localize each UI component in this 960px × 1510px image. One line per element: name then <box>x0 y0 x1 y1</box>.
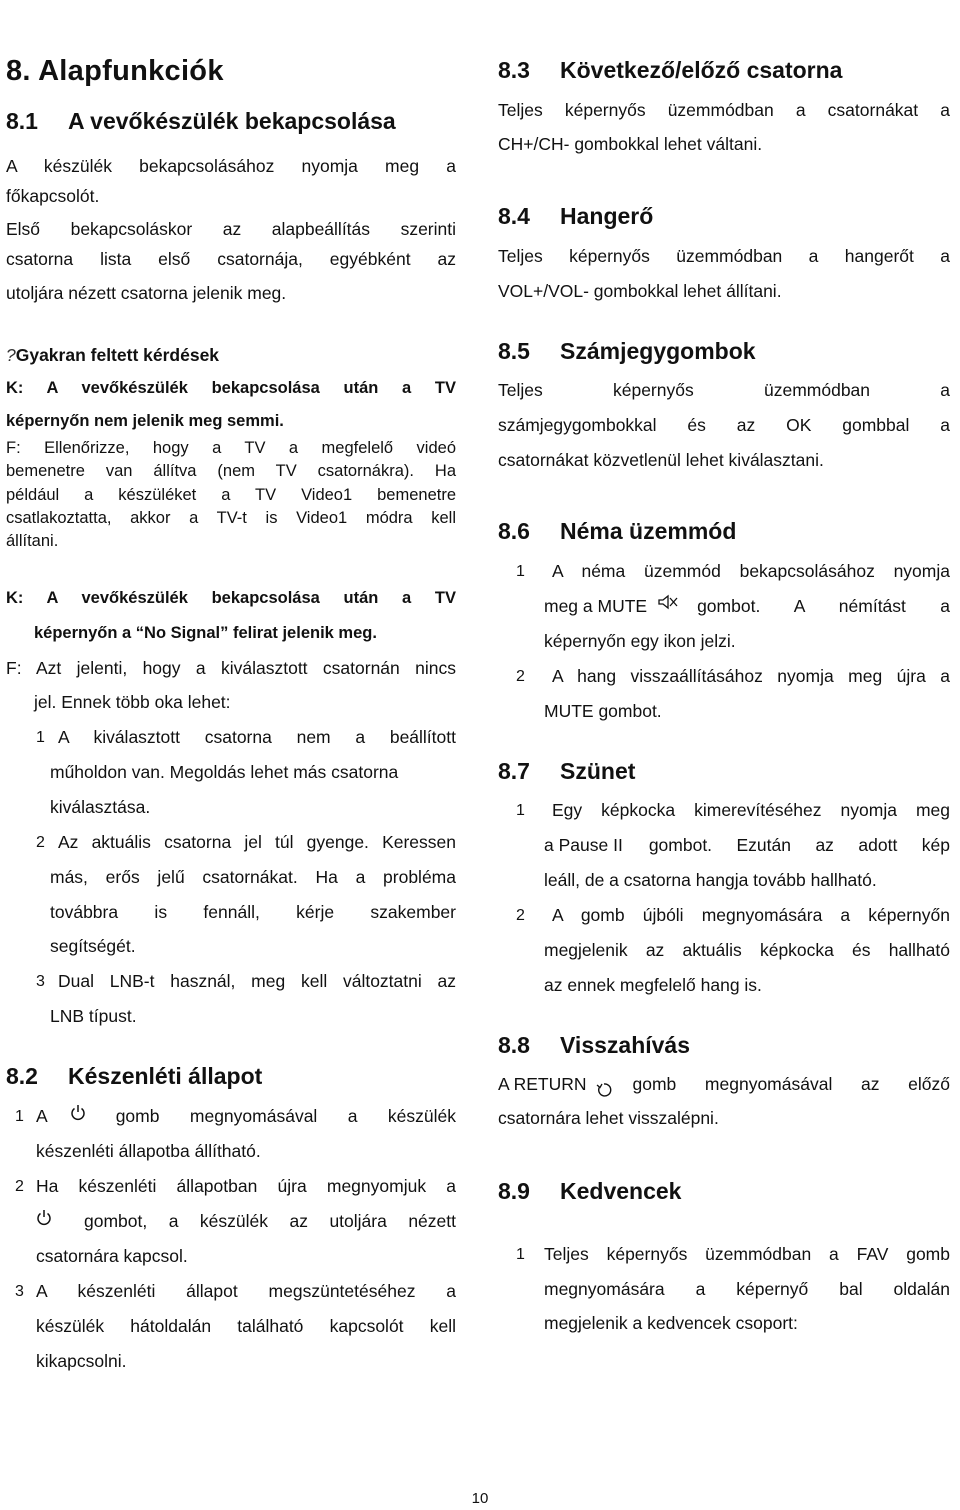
list-item <box>516 793 950 828</box>
faq-answer-line: például a készüléket a TV Video1 bemenetre <box>6 486 456 504</box>
list-marker: 1 <box>36 729 45 746</box>
list-item-line: A kiválasztott csatorna nem a beállított <box>58 727 456 747</box>
list-item-text: gombot. Ezután az adott kép <box>648 835 950 855</box>
list-item-text: meg a MUTE <box>544 596 648 616</box>
faq-answer-line: F: Ellenőrizze, hogy a TV a megfelelő videó <box>6 439 456 457</box>
section-8-9-heading <box>498 1178 950 1205</box>
list-item-text: gombot. A némítást a <box>697 596 950 616</box>
s88-text: gomb megnyomásával az előző <box>632 1074 950 1094</box>
list-item <box>516 1237 950 1272</box>
list-marker: 1 <box>15 1108 24 1125</box>
question-icon: ? <box>6 345 16 365</box>
s81-line: Első bekapcsoláskor az alapbeállítás szerinti <box>6 219 456 239</box>
list-item-line: megjelenik az aktuális képkocka és hallható <box>544 940 950 960</box>
list-item <box>516 554 950 589</box>
list-item-line: LNB típust. <box>50 1006 137 1026</box>
s81-line: főkapcsolót. <box>6 186 100 206</box>
section-number: 8.2 <box>6 1063 38 1089</box>
section-8-6-heading <box>498 518 950 545</box>
s88-text: A RETURN <box>498 1074 587 1094</box>
list-marker: 2 <box>15 1178 24 1195</box>
list-item-line: A gomb újbóli megnyomására a képernyőn <box>552 905 950 925</box>
section-number: 8.1 <box>6 108 38 134</box>
faq-answer-line: csatlakoztatta, akkor a TV-t is Video1 módra kell <box>6 509 456 527</box>
s81-line: csatorna lista első csatornája, egyébként az <box>6 249 456 269</box>
section-title: Számjegygombok <box>560 338 756 364</box>
section-title: Készenléti állapot <box>68 1063 263 1089</box>
list-item-line: kiválasztása. <box>50 797 151 817</box>
page-number: 10 <box>471 1490 489 1507</box>
list-item <box>15 1169 456 1204</box>
s84-line: Teljes képernyős üzemmódban a hangerőt a <box>498 246 950 266</box>
list-item-line: Dual LNB-t használ, meg kell változtatni az <box>58 971 456 991</box>
s88-line: csatornára lehet visszalépni. <box>498 1108 719 1128</box>
s81-line: utoljára nézett csatorna jelenik meg. <box>6 283 287 303</box>
faq-answer-line: jel. Ennek több oka lehet: <box>34 692 231 712</box>
list-item-line: műholdon van. Megoldás lehet más csatorna <box>50 762 399 782</box>
faq-answer-line: állítani. <box>6 532 59 550</box>
list-item-line: MUTE gombot. <box>544 701 662 721</box>
list-marker: 3 <box>36 973 45 990</box>
list-item-line: készenléti állapotba állítható. <box>36 1141 261 1161</box>
power-icon <box>36 1204 52 1239</box>
list-item-line: segítségét. <box>50 936 136 956</box>
list-item-line: Ha készenléti állapotban újra megnyomjuk a <box>36 1176 456 1196</box>
section-title: Néma üzemmód <box>560 518 737 544</box>
list-item-line: A hang visszaállításához nyomja meg újra a <box>552 666 950 686</box>
s85-line: Teljes képernyős üzemmódban a <box>498 380 950 400</box>
power-icon <box>70 1099 86 1134</box>
faq-question: képernyőn a “No Signal” felirat jelenik meg. <box>34 624 377 642</box>
list-marker: 2 <box>516 668 525 685</box>
list-item-line: képernyőn egy ikon jelzi. <box>544 631 736 651</box>
s85-line: csatornákat közvetlenül lehet kiválasztani. <box>498 450 824 470</box>
section-title: A vevőkészülék bekapcsolása <box>68 108 396 134</box>
faq-question: képernyőn nem jelenik meg semmi. <box>6 412 284 430</box>
list-item-line: csatornára kapcsol. <box>36 1246 188 1266</box>
list-item <box>544 589 950 624</box>
section-title: Szünet <box>560 758 636 784</box>
section-8-7-heading <box>498 758 950 785</box>
section-8-2-heading <box>6 1063 456 1090</box>
section-8-4-heading <box>498 203 950 230</box>
section-title: Következő/előző csatorna <box>560 57 843 83</box>
list-item <box>516 659 950 694</box>
chapter-title: 8. Alapfunkciók <box>6 55 224 87</box>
list-marker: 1 <box>516 1246 525 1263</box>
list-item-line: megnyomására a képernyő bal oldalán <box>544 1279 950 1299</box>
list-item <box>15 1274 456 1309</box>
list-item-text: gomb megnyomásával a készülék <box>115 1106 456 1126</box>
list-item-line: leáll, de a csatorna hangja tovább hallható. <box>544 870 877 890</box>
section-8-3-heading <box>498 57 950 84</box>
faq-heading <box>6 345 456 366</box>
section-8-5-heading <box>498 338 950 365</box>
section-number: 8.7 <box>498 758 530 784</box>
list-item-line: Egy képkocka kimerevítéséhez nyomja meg <box>552 800 950 820</box>
mute-icon <box>657 589 679 624</box>
section-title: Kedvencek <box>560 1178 682 1204</box>
s84-line: VOL+/VOL- gombokkal lehet állítani. <box>498 281 782 301</box>
list-item <box>15 1099 456 1134</box>
section-number: 8.3 <box>498 57 530 83</box>
list-item <box>544 828 950 863</box>
list-marker: 1 <box>516 563 525 580</box>
list-item-line: A készenléti állapot megszüntetéséhez a <box>36 1281 456 1301</box>
faq-title: Gyakran feltett kérdések <box>15 345 220 365</box>
list-item-line: A néma üzemmód bekapcsolásához nyomja <box>552 561 950 581</box>
faq-answer-line: F: Azt jelenti, hogy a kiválasztott csatornán nincs <box>6 658 456 678</box>
list-marker: 3 <box>15 1283 24 1300</box>
section-number: 8.8 <box>498 1032 530 1058</box>
faq-answer-line: bemenetre van állítva (nem TV csatornákra). Ha <box>6 462 456 480</box>
faq-question: K: A vevőkészülék bekapcsolása után a TV <box>6 379 456 397</box>
list-item-line: az ennek megfelelő hang is. <box>544 975 762 995</box>
list-marker: 1 <box>516 802 525 819</box>
faq-question: K: A vevőkészülék bekapcsolása után a TV <box>6 589 456 607</box>
section-number: 8.9 <box>498 1178 530 1204</box>
list-item <box>36 720 456 755</box>
list-item-text: a Pause II <box>544 835 623 855</box>
list-item-line: más, erős jelű csatornákat. Ha a probléma <box>50 867 456 887</box>
section-number: 8.5 <box>498 338 530 364</box>
section-8-1-heading <box>6 108 456 135</box>
s83-line: Teljes képernyős üzemmódban a csatornákat a <box>498 100 950 120</box>
list-item-text: gombot, a készülék az utoljára nézett <box>84 1211 456 1231</box>
list-item-line: megjelenik a kedvencek csoport: <box>544 1313 798 1333</box>
list-item-line: továbbra is fennáll, kérje szakember <box>50 902 456 922</box>
s81-line: A készülék bekapcsolásához nyomja meg a <box>6 156 456 176</box>
s83-line: CH+/CH- gombokkal lehet váltani. <box>498 134 763 154</box>
list-item-line: kikapcsolni. <box>36 1351 127 1371</box>
section-title: Hangerő <box>560 203 654 229</box>
list-item <box>36 964 456 999</box>
list-item-line: készülék hátoldalán található kapcsolót kell <box>36 1316 456 1336</box>
s85-line: számjegygombokkal és az OK gombbal a <box>498 415 950 435</box>
list-item <box>36 1204 456 1239</box>
list-item <box>36 825 456 860</box>
list-item-line: Az aktuális csatorna jel túl gyenge. Keressen <box>58 832 456 852</box>
list-item-text: A <box>36 1106 48 1126</box>
section-title: Visszahívás <box>560 1032 691 1058</box>
list-item-line: Teljes képernyős üzemmódban a FAV gomb <box>544 1244 950 1264</box>
section-number: 8.4 <box>498 203 530 229</box>
list-marker: 2 <box>516 907 525 924</box>
list-marker: 2 <box>36 834 45 851</box>
list-item <box>516 898 950 933</box>
section-8-8-heading <box>498 1032 950 1059</box>
section-number: 8.6 <box>498 518 530 544</box>
